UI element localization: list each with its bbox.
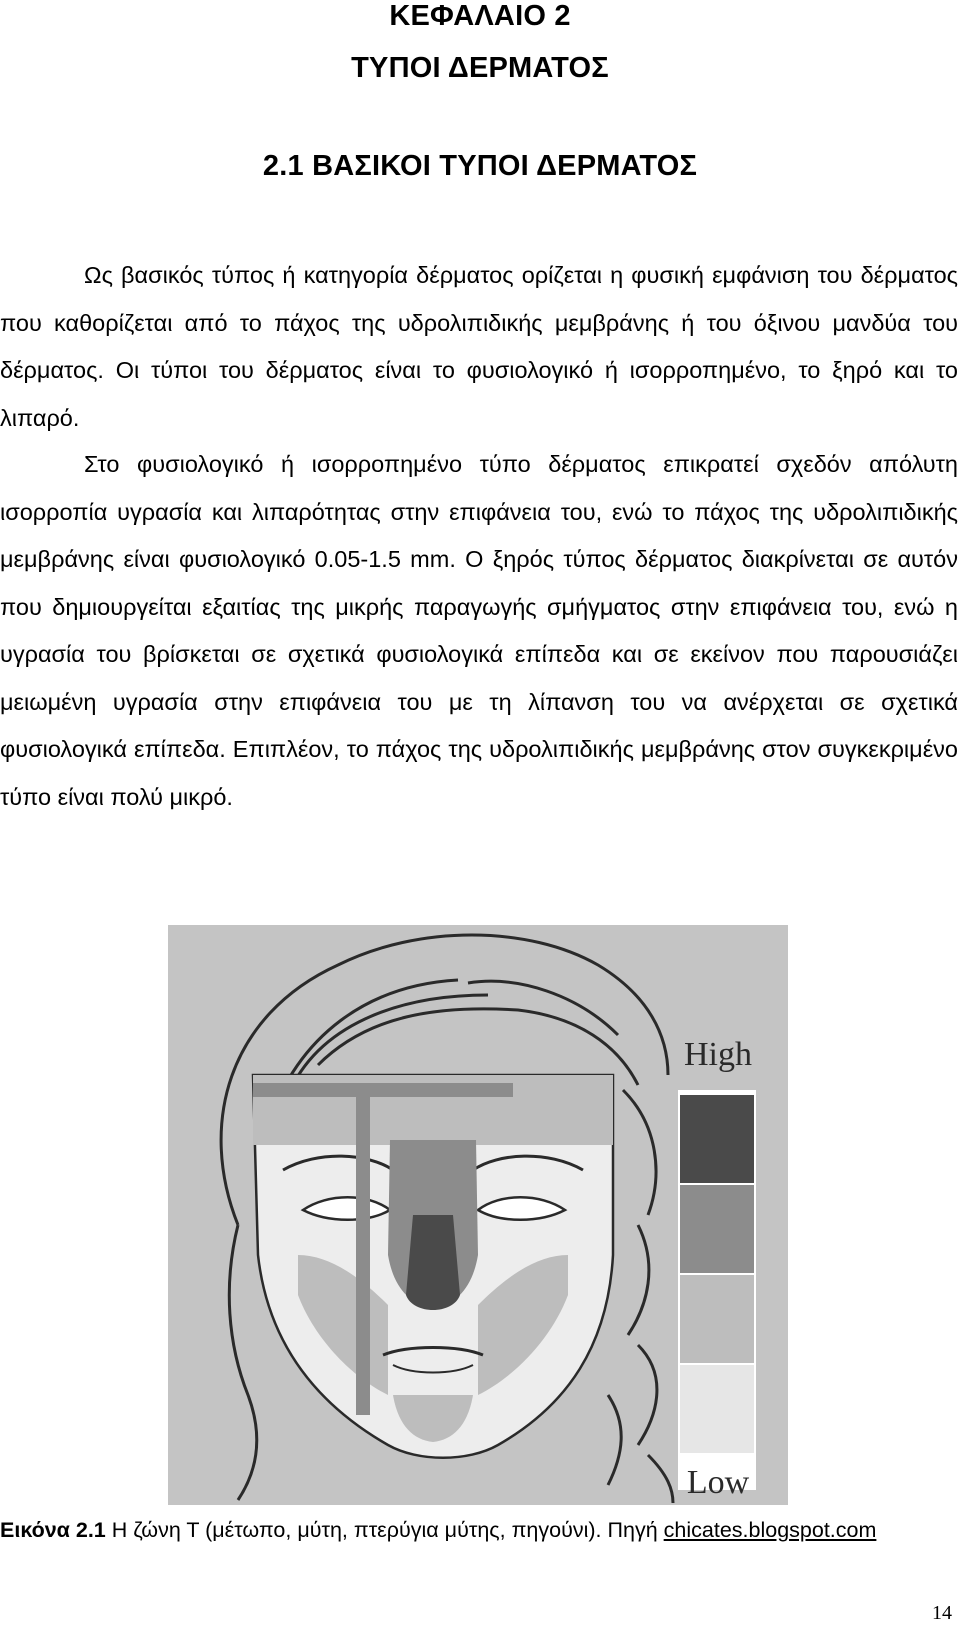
t-zone-vertical-bar	[356, 1085, 370, 1415]
t-zone-horizontal-bar	[253, 1083, 513, 1097]
legend-low-label: Low	[686, 1464, 750, 1501]
section-heading: 2.1 ΒΑΣΙΚΟΙ ΤΥΠΟΙ ΔΕΡΜΑΤΟΣ	[262, 150, 698, 182]
chapter-title: ΤΥΠΟΙ ΔΕΡΜΑΤΟΣ	[351, 52, 609, 84]
legend-high-label: High	[684, 1036, 752, 1073]
legend-swatch-medium-high	[680, 1185, 754, 1273]
paragraph-text: Ως βασικός τύπος ή κατηγορία δέρματος ορίζεται η φυσική εμφάνιση του δέρματος που καθορίζεται από το πάχος της υδρολιπιδικής μεμβράνης ή του όξινου μανδύα του δέρματος. Οι τύποι του δέρματος είναι το φυσιολογικό ή ισορροπημένο, το ξηρό και το λιπαρό.	[0, 262, 958, 431]
figure-caption	[0, 1518, 960, 1543]
chapter-label: ΚΕΦΑΛΑΙΟ 2	[389, 0, 571, 32]
source-link[interactable]: chicates.blogspot.com	[663, 1518, 877, 1542]
page-number: 14	[932, 1602, 952, 1624]
caption-text: Η ζώνη Τ (μέτωπο, μύτη, πτερύγια μύτης, πηγούνι). Πηγή	[105, 1518, 664, 1542]
paragraph-skin-types	[0, 441, 958, 821]
caption-label: Εικόνα 2.1	[0, 1518, 106, 1542]
legend-swatch-low	[680, 1365, 754, 1453]
legend	[678, 1036, 756, 1501]
paragraph-intro	[0, 252, 958, 442]
face-illustration	[168, 925, 788, 1505]
legend-swatch-high	[680, 1095, 754, 1183]
legend-swatch-medium-low	[680, 1275, 754, 1363]
nose-core-zone	[406, 1215, 460, 1310]
paragraph-text: Στο φυσιολογικό ή ισορροπημένο τύπο δέρματος επικρατεί σχεδόν απόλυτη ισορροπία υγρασία και λιπαρότητας στην επιφάνεια του, ενώ το πάχος της υδρολιπιδικής μεμβράνης είναι φυσιολογικό 0.05-1.5 mm. Ο ξηρός τύπος δέρματος διακρίνεται σε αυτόν που δημιουργείται εξαιτίας της μικρής παραγωγής σμήγματος στην επιφάνεια του, ενώ η υγρασία του βρίσκεται σε σχετικά φυσιολογικά επίπεδα και σε εκείνον που παρουσιάζει μειωμένη υγρασία στην επιφάνεια του με τη λίπανση του να ανέρχεται σε σχετικά φυσιολογικά επίπεδα. Επιπλέον, το πάχος της υδρολιπιδικής μεμβράνης στον συγκεκριμένο τύπο είναι πολύ μικρό.	[0, 451, 958, 810]
t-zone-figure	[168, 925, 788, 1505]
